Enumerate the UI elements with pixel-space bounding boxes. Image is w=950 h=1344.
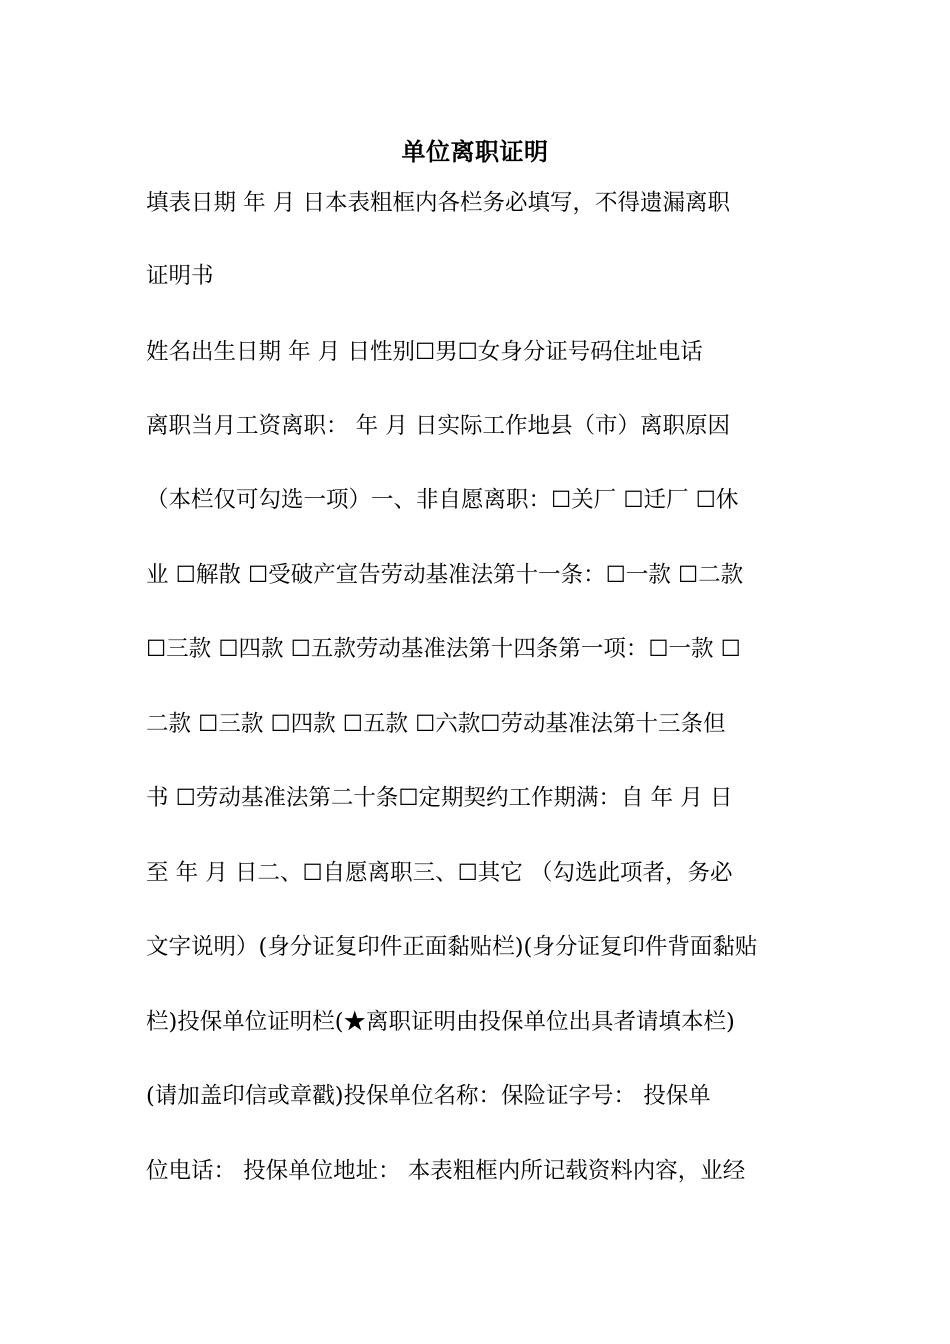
text-line-10: 至 年 月 日二、☐自愿离职三、☐其它 （勾选此项者，务必	[146, 860, 733, 886]
text-line-6: 业 ☐解散 ☐受破产宣告劳动基准法第十一条：☐一款 ☐二款	[146, 562, 744, 588]
text-line-12: 栏)投保单位证明栏(★离职证明由投保单位出具者请填本栏)	[146, 1009, 735, 1035]
text-line-7: ☐三款 ☐四款 ☐五款劳动基准法第十四条第一项：☐一款 ☐	[146, 636, 741, 662]
text-line-14: 位电话： 投保单位地址： 本表粗框内所记载资料内容，业经	[146, 1158, 746, 1184]
text-line-4: 离职当月工资离职： 年 月 日实际工作地县（市）离职原因	[146, 413, 730, 439]
text-line-1: 填表日期 年 月 日本表粗框内各栏务必填写，不得遗漏离职	[146, 190, 730, 216]
text-line-3: 姓名出生日期 年 月 日性别☐男☐女身分证号码住址电话	[146, 339, 703, 365]
document-title: 单位离职证明	[401, 137, 549, 166]
text-line-11: 文字说明）(身分证复印件正面黏贴栏)(身分证复印件背面黏贴	[146, 934, 758, 960]
text-line-9: 书 ☐劳动基准法第二十条☐定期契约工作期满：自 年 月 日	[146, 785, 733, 811]
text-line-5: （本栏仅可勾选一项）一、非自愿离职：☐关厂 ☐迁厂 ☐休	[146, 487, 739, 513]
text-line-13: (请加盖印信或章戳)投保单位名称：保险证字号： 投保单	[146, 1083, 711, 1109]
text-line-8: 二款 ☐三款 ☐四款 ☐五款 ☐六款☐劳动基准法第十三条但	[146, 711, 726, 737]
text-line-2: 证明书	[146, 263, 214, 289]
